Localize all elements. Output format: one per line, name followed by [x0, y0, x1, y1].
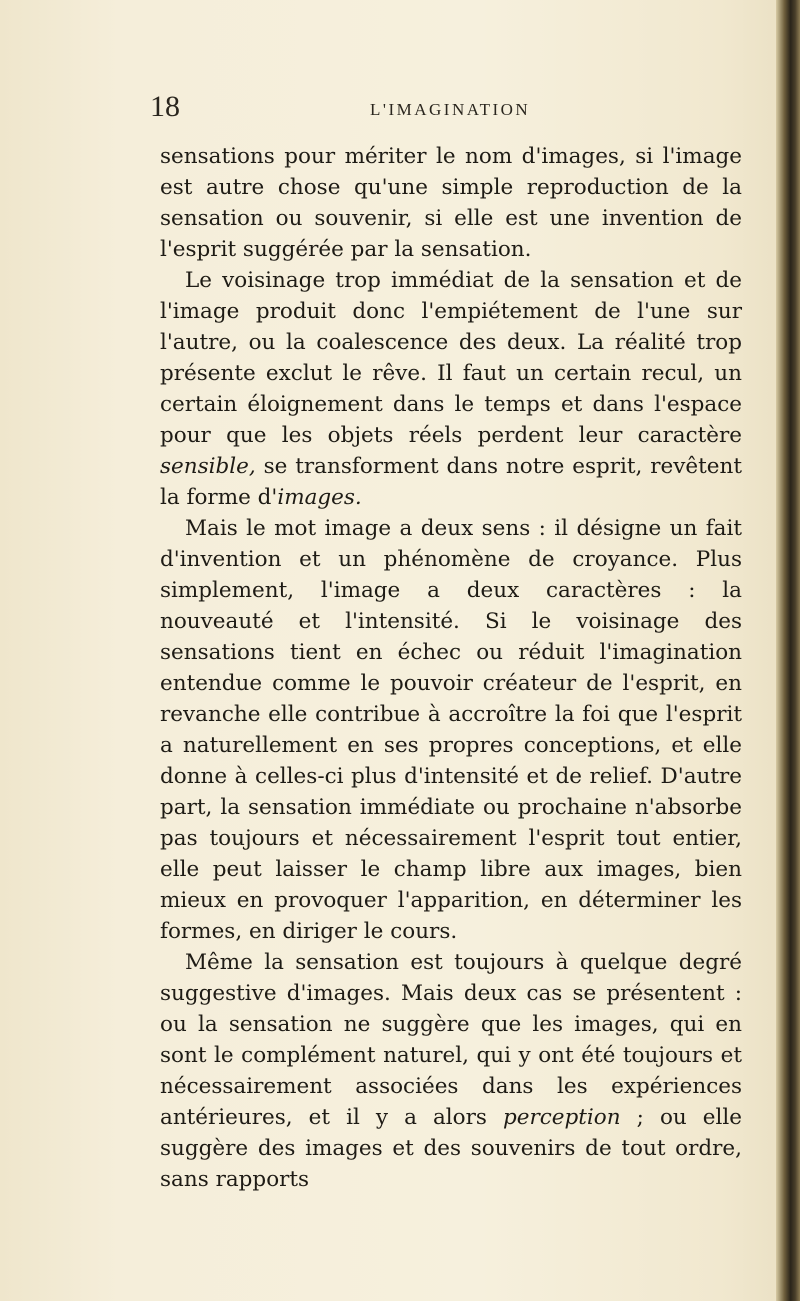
italic-segment: images. — [277, 485, 362, 510]
paragraph-2 — [160, 265, 742, 513]
text-segment: se transforment dans notre esprit, revêtent la forme d' — [160, 454, 742, 510]
text-segment: Le voisinage trop immédiat de la sensation et de l'image produit donc l'empiétement de l'une sur l'autre, ou la coalescence des deux. La réalité trop présente exclut le rêve. Il faut un certain recul, un certain éloignement dans le temps et dans l'espace pour que les objets réels perdent leur caractère — [160, 268, 742, 448]
text-segment: ; ou elle suggère des images et des souvenirs de tout ordre, sans rapports — [160, 1105, 742, 1192]
text-segment: Même la sensation est toujours à quelque degré suggestive d'images. Mais deux cas se présentent : ou la sensation ne suggère que les images, qui en sont le complément naturel, qui y ont été toujours et nécessairement associées dans les expériences antérieures, et il y a alors — [160, 950, 742, 1130]
page-number: 18 — [150, 90, 180, 123]
book-binding-edge — [776, 0, 800, 1301]
running-head: L'IMAGINATION — [370, 100, 531, 119]
italic-segment: sensible, — [160, 454, 256, 479]
paragraph-3 — [160, 513, 742, 947]
paragraph-4 — [160, 947, 742, 1195]
paragraph-1 — [160, 141, 742, 265]
page-header — [150, 90, 760, 130]
text-segment: Mais le mot image a deux sens : il désigne un fait d'invention et un phénomène de croyance. Plus simplement, l'image a deux caractères : la nouveauté et l'intensité. Si le voisinage des sensations tient en échec ou réduit l'imagination entendue comme le pouvoir créateur de l'esprit, en revanche elle contribue à accroître la foi que l'esprit a naturellement en ses propres conceptions, et elle donne à celles-ci plus d'intensité et de relief. D'autre part, la sensation immédiate ou prochaine n'absorbe pas toujours et nécessairement l'esprit tout entier, elle peut laisser le champ libre aux images, bien mieux en provoquer l'apparition, en déterminer les formes, en diriger le cours. — [160, 516, 742, 944]
text-segment: sensations pour mériter le nom d'images, si l'image est autre chose qu'une simple reproduction de la sensation ou souvenir, si elle est une invention de l'esprit suggérée par la sensation. — [160, 144, 742, 262]
italic-segment: perception — [502, 1105, 621, 1130]
body-text — [160, 141, 742, 1195]
